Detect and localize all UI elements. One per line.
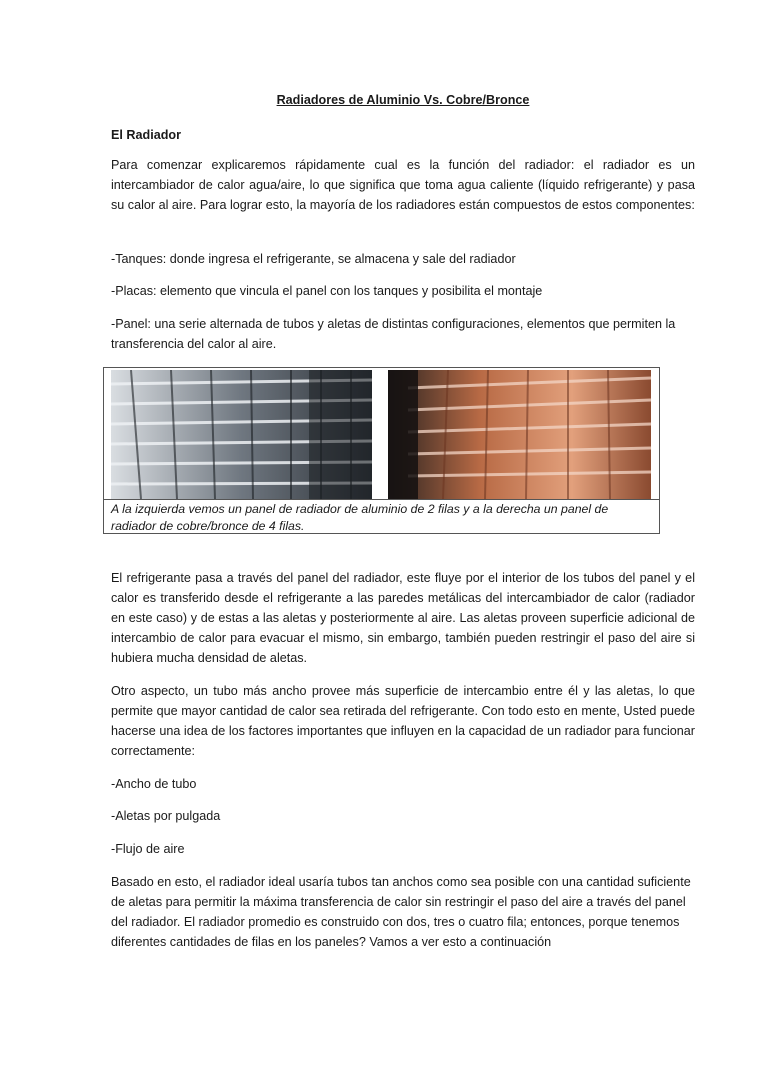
component-panel: -Panel: una serie alternada de tubos y aletas de distintas configuraciones, elementos que permiten la transferencia del calor al aire. — [111, 317, 676, 351]
paragraph-coolant-flow: El refrigerante pasa a través del panel del radiador, este fluye por el interior de los tubos del panel y el calor es transferido desde el refrigerante a las paredes metálicas del intercambiador de calor (radiador en este caso) y de estas a las aletas y posteriormente al aire. Las aletas proveen superficie adicional de intercambio de calor para evacuar el mismo, sin embargo, también pueden restringir el paso del aire si hubiera mucha densidad de aletas. — [111, 571, 695, 665]
component-placas: -Placas: elemento que vincula el panel con los tanques y posibilita el montaje — [111, 284, 543, 298]
intro-paragraph: Para comenzar explicaremos rápidamente cual es la función del radiador: el radiador es un intercambiador de calor agua/aire, lo que significa que toma agua caliente (líquido refrigerante) y pasa su calor al aire. Para lograr esto, la mayoría de los radiadores están compuestos de estos componentes: — [111, 158, 695, 212]
section-heading: El Radiador — [111, 128, 181, 142]
paragraph-ideal-radiator: Basado en esto, el radiador ideal usaría tubos tan anchos como sea posible con una cantidad suficiente de aletas para permitir la máxima transferencia de calor sin restringir el paso del aire a través del panel del radiador. El radiador promedio es construido con dos, tres o cuatro fila; entonces, porque tenemos diferentes cantidades de filas en los paneles? Vamos a ver esto a continuación — [111, 875, 691, 949]
factor-airflow: -Flujo de aire — [111, 842, 185, 856]
aluminum-radiator-image — [111, 370, 372, 499]
factor-fins-per-inch: -Aletas por pulgada — [111, 809, 221, 823]
figure-divider — [104, 499, 659, 500]
radiator-figure — [103, 367, 660, 534]
paragraph-tube-width: Otro aspecto, un tubo más ancho provee más superficie de intercambio entre él y las aletas, lo que permite que mayor cantidad de calor sea retirada del refrigerante. Con todo esto en mente, Usted puede hacerse una idea de los factores importantes que influyen en la capacidad de un radiador para funcionar correctamente: — [111, 684, 695, 758]
component-tanques: -Tanques: donde ingresa el refrigerante, se almacena y sale del radiador — [111, 252, 516, 266]
figure-caption: A la izquierda vemos un panel de radiador de aluminio de 2 filas y a la derecha un panel de radiador de cobre/bronce de 4 filas. — [111, 502, 609, 533]
factor-tube-width: -Ancho de tubo — [111, 777, 197, 791]
copper-radiator-image — [388, 370, 651, 499]
document-title: Radiadores de Aluminio Vs. Cobre/Bronce — [276, 93, 530, 107]
